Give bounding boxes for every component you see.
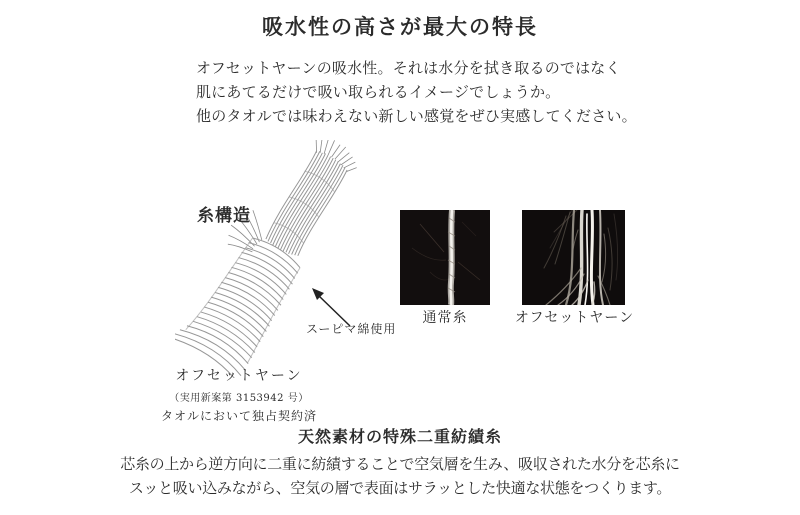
- intro-line: 他のタオルでは味わえない新しい感覚をぜひ実感してください。: [196, 107, 637, 125]
- caption-patent-number: （実用新案第 3153942 号）: [169, 393, 309, 404]
- intro-paragraph: [196, 56, 637, 128]
- page-title: 吸水性の高さが最大の特長: [262, 14, 538, 39]
- intro-line: オフセットヤーンの吸水性。それは水分を拭き取るのではなく: [196, 59, 621, 77]
- offset-yarn-photo: [522, 210, 625, 305]
- normal-thread-photo: [400, 210, 490, 305]
- caption-yarn-name: オフセットヤーン: [175, 368, 303, 384]
- offset-yarn-caption: [139, 365, 339, 424]
- intro-line: 肌にあてるだけで吸い取られるイメージでしょうか。: [196, 83, 561, 101]
- yarn-structure-label: 糸構造: [197, 206, 251, 226]
- caption-exclusive-contract: タオルにおいて独占契約済: [160, 409, 317, 423]
- yarn-illustration: [175, 140, 385, 378]
- supima-cotton-label: スーピマ綿使用: [306, 322, 397, 336]
- bottom-line: 芯糸の上から逆方向に二重に紡績することで空気層を生み、吸収された水分を芯糸に: [120, 455, 680, 473]
- bottom-section-heading: 天然素材の特殊二重紡績糸: [297, 427, 502, 446]
- photo-label-normal-thread: 通常糸: [422, 310, 468, 326]
- bottom-line: スッと吸い込みながら、空気の層で表面はサラッとした快適な状態をつくります。: [128, 479, 672, 497]
- photo-label-offset-yarn: オフセットヤーン: [514, 310, 635, 326]
- bottom-paragraph: [0, 452, 800, 500]
